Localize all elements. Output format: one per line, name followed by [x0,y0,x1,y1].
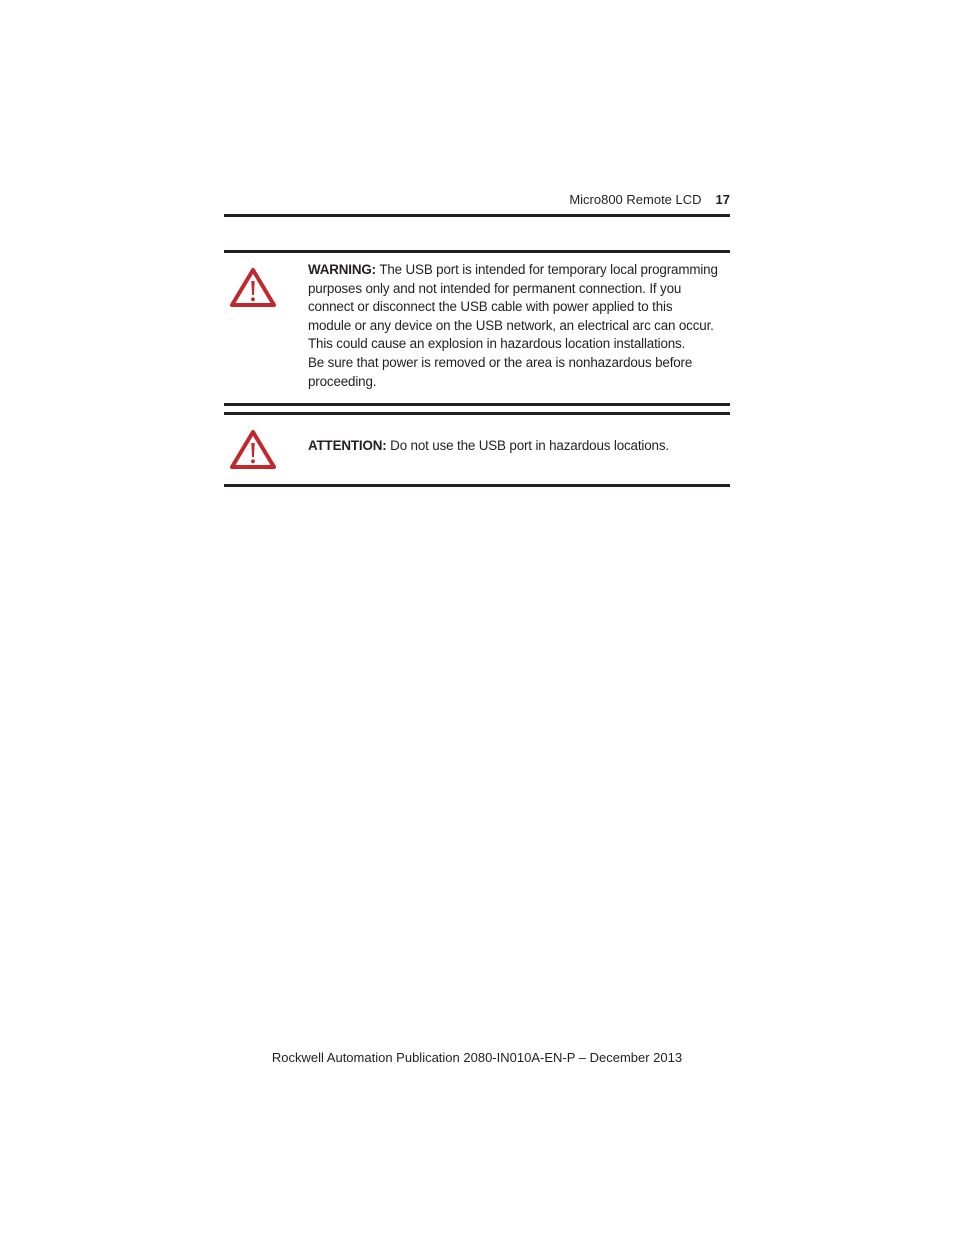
warning-bottom-rule [224,403,730,406]
warning-triangle-icon [229,428,277,470]
warning-label: WARNING: [308,262,376,277]
attention-body: Do not use the USB port in hazardous locations. [390,438,669,453]
attention-bottom-rule [224,484,730,487]
attention-label: ATTENTION: [308,438,387,453]
warning-paragraph [308,261,718,354]
attention-paragraph [308,437,718,456]
warning-triangle-icon [229,266,277,308]
page-number: 17 [715,192,730,207]
header-rule [224,214,730,217]
warning-paragraph-secondary: Be sure that power is removed or the area is nonhazardous before proceeding. [308,354,693,389]
publication-footer: Rockwell Automation Publication 2080-IN010A-EN-P – December 2013 [271,1050,683,1065]
running-header [224,192,730,208]
header-title: Micro800 Remote LCD [569,192,702,207]
attention-text [308,437,718,456]
attention-notice [224,415,730,484]
warning-text [308,261,718,391]
warning-body: The USB port is intended for temporary local programming purposes only and not intended for permanent connection. If you connect or disconnect the USB cable with power applied to this module or any device on the USB network, an electrical arc can occur. This could cause an explosion in hazardous location installations. [308,262,718,352]
warning-notice [224,253,730,404]
